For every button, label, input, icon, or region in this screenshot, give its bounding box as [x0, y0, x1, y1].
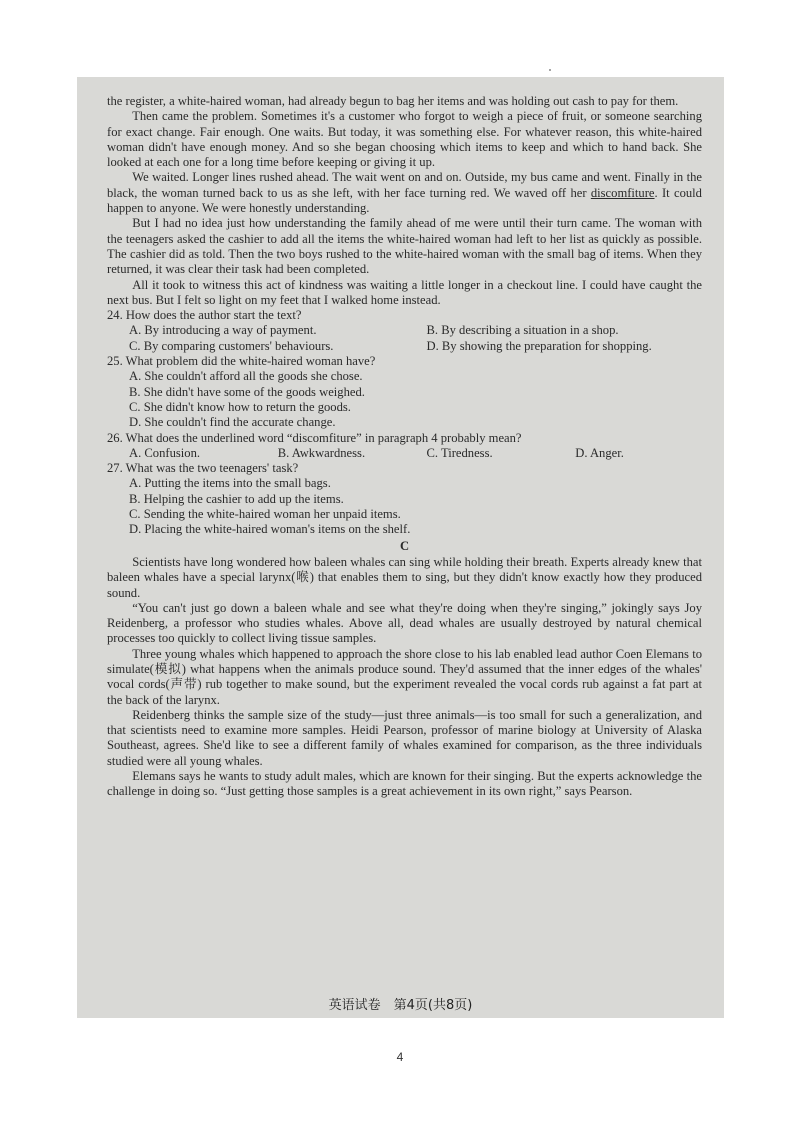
- option-b: B. Helping the cashier to add up the items.: [129, 491, 344, 506]
- option-d: D. Anger.: [575, 445, 624, 460]
- passage-b-paragraph-3: [107, 170, 702, 216]
- passage-b-paragraph-5: All it took to witness this act of kindness was waiting a little longer in a checkout line. I could have caught the next bus. But I felt so light on my feet that I walked home instead.: [107, 277, 702, 307]
- option-b: B. Awkwardness.: [277, 445, 366, 460]
- option-d: D. Placing the white-haired woman's items on the shelf.: [129, 522, 411, 537]
- question-25: [107, 354, 702, 430]
- option-row: [107, 323, 702, 338]
- question-27: [107, 461, 702, 537]
- scan-speck: [549, 69, 551, 71]
- question-stem: 27. What was the two teenagers' task?: [107, 461, 299, 476]
- passage-b-paragraph-1: the register, a white-haired woman, had already begun to bag her items and was holding out cash to pay for them.: [107, 94, 679, 108]
- section-c-heading: C: [399, 538, 410, 553]
- option-c: C. By comparing customers' behaviours.: [129, 338, 334, 353]
- paragraph-3-text-before: We waited. Longer lines rushed ahead. The wait went on and on. Outside, my bus came and went. Finally in the black, the woman turned back to us as she left, with her face turning red. We waved off her: [107, 170, 702, 200]
- passage-c-paragraph-1: Scientists have long wondered how baleen whales can sing while holding their breath. Experts already knew that baleen whales have a special larynx(喉) that enables them to sing, but they didn't know exactly how they produced sound.: [107, 554, 702, 600]
- option-b: B. By describing a situation in a shop.: [426, 323, 619, 338]
- question-stem: 24. How does the author start the text?: [107, 308, 302, 323]
- page-number: 4: [396, 1050, 404, 1064]
- option-c: C. Sending the white-haired woman her unpaid items.: [129, 507, 401, 522]
- paragraph-3-text-after: . It could happen to anyone. We were honestly understanding.: [107, 185, 702, 216]
- option-c: C. Tiredness.: [426, 445, 493, 460]
- scanned-page: [77, 77, 724, 1018]
- passage-c-paragraph-4: Reidenberg thinks the sample size of the study—just three animals—is too small for such a generalization, and that scientists need to examine more samples. Heidi Pearson, professor of marine biology at University of Alaska Southeast, agrees. She'd like to see a different family of whales examined for comparison, as the three individuals studied were all young whales.: [107, 707, 702, 768]
- option-a: A. By introducing a way of payment.: [129, 323, 317, 338]
- option-row: [107, 339, 702, 354]
- passage-c-paragraph-5: Elemans says he wants to study adult males, which are known for their singing. But the experts acknowledge the challenge in doing so. “Just getting those samples is a great achievement in its own right,” says Pearson.: [107, 769, 702, 799]
- option-row: [107, 446, 702, 461]
- option-d: D. She couldn't find the accurate change.: [129, 415, 336, 430]
- option-c: C. She didn't know how to return the goods.: [129, 399, 351, 414]
- passage-b-paragraph-4: But I had no idea just how understanding the family ahead of me were until their turn came. The woman with the teenagers asked the cashier to add all the items the white-haired woman had left to her list as quickly as possible. The cashier did as told. Then the two boys rushed to the white-haired woman with the small bag of items. When they returned, it was clear their task had been completed.: [107, 216, 702, 277]
- passage-c-paragraph-2: “You can't just go down a baleen whale and see what they're doing when they're singing,” jokingly says Joy Reidenberg, a professor who studies whales. Above all, dead whales are usually destroyed by natural chemical processes too quickly to collect living tissue samples.: [107, 600, 702, 646]
- option-a: A. Confusion.: [129, 445, 201, 460]
- passage-b-paragraph-2: Then came the problem. Sometimes it's a customer who forgot to weigh a piece of fruit, or someone searching for exact change. Fair enough. One waits. But today, it was something else. For whatever reason, this white-haired woman didn't have enough money. And so she began choosing which items to keep and which to hand back. She looked at each one for a long time before keeping or giving it up.: [107, 109, 702, 170]
- question-stem: 25. What problem did the white-haired woman have?: [107, 354, 376, 369]
- passage-c-paragraph-3: Three young whales which happened to approach the shore close to his lab enabled lead author Coen Elemans to simulate(模拟) what happens when the animals produce sound. They'd assumed that the inner edges of the whales' vocal cords(声带) rub together to make sound, but the experiment revealed the vocal cords rub against a fat part at the back of the larynx.: [107, 646, 702, 707]
- underlined-word: discomfiture: [590, 185, 655, 200]
- option-a: A. She couldn't afford all the goods she chose.: [129, 369, 363, 384]
- option-d: D. By showing the preparation for shopping.: [426, 338, 652, 353]
- option-b: B. She didn't have some of the goods weighed.: [129, 384, 365, 399]
- question-24: [107, 308, 702, 354]
- page-footer: 英语试卷 第4页(共8页): [328, 997, 473, 1013]
- question-stem: 26. What does the underlined word “discomfiture” in paragraph 4 probably mean?: [107, 430, 522, 445]
- option-a: A. Putting the items into the small bags.: [129, 476, 331, 491]
- question-26: [107, 431, 702, 462]
